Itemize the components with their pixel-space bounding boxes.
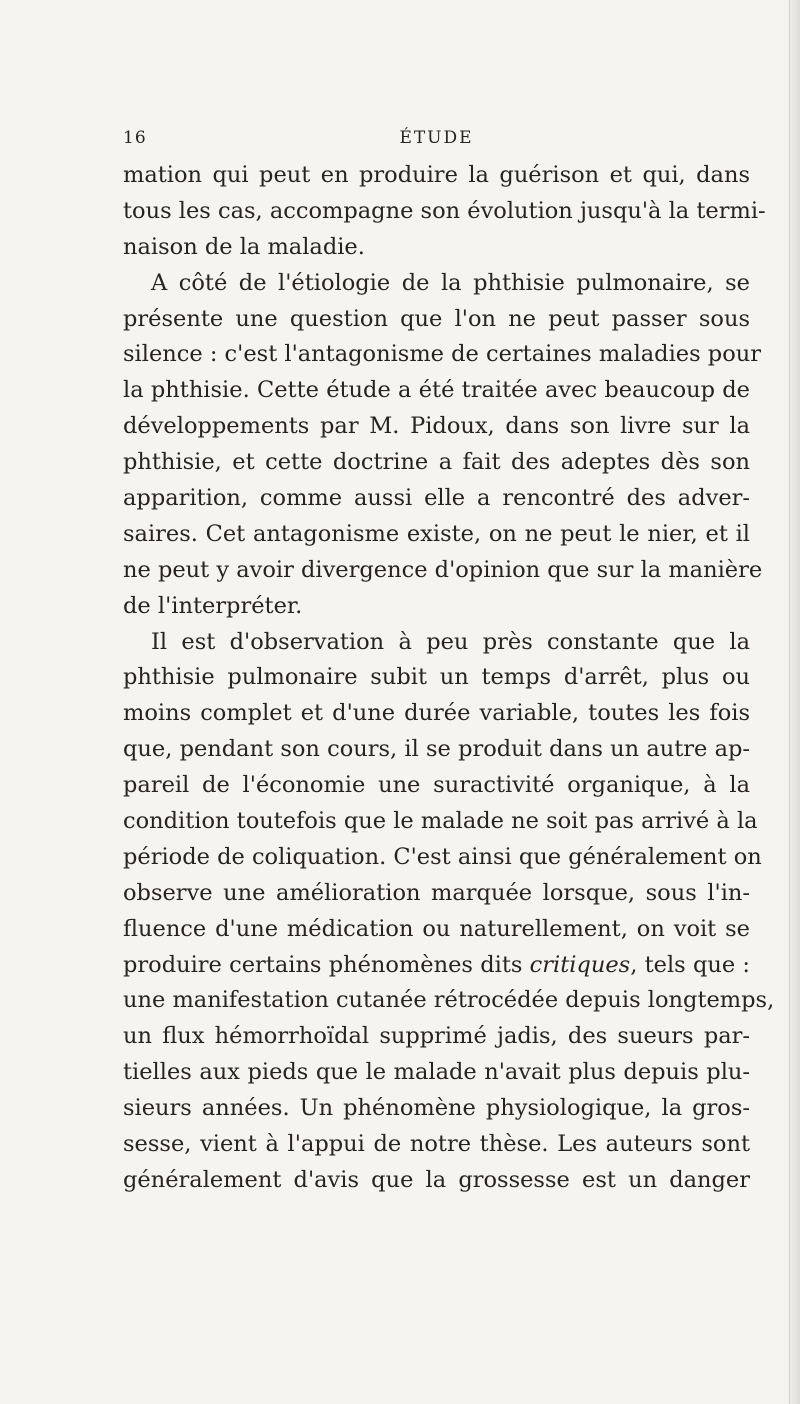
- text-line: A côté de l'étiologie de la phthisie pulmonaire, se: [151, 269, 750, 296]
- text-line: condition toutefois que le malade ne soit pas arrivé à la: [123, 808, 758, 835]
- italic-word: critiques: [529, 951, 631, 978]
- text-line: silence : c'est l'antagonisme de certaines maladies pour: [123, 341, 761, 368]
- text-line: un flux hémorrhoïdal supprimé jadis, des sueurs par-: [123, 1023, 750, 1050]
- text-line: pareil de l'économie une suractivité organique, à la: [123, 772, 750, 799]
- body-text: [123, 158, 775, 1199]
- text-line: que, pendant son cours, il se produit dans un autre ap-: [123, 736, 750, 763]
- text-line: de l'interpréter.: [123, 592, 303, 619]
- page-number: 16: [123, 128, 147, 148]
- running-title: ÉTUDE: [399, 128, 474, 148]
- text-line: Il est d'observation à peu près constante que la: [151, 628, 750, 655]
- text-line: saires. Cet antagonisme existe, on ne peut le nier, et il: [123, 520, 750, 547]
- text-line: la phthisie. Cette étude a été traitée avec beaucoup de: [123, 377, 750, 404]
- text-line: observe une amélioration marquée lorsque, sous l'in-: [123, 879, 750, 906]
- text-line: [123, 948, 750, 984]
- text-line: tous les cas, accompagne son évolution jusqu'à la termi-: [123, 197, 766, 224]
- text-line: fluence d'une médication ou naturellement, on voit se: [123, 915, 750, 942]
- text-line: tielles aux pieds que le malade n'avait plus depuis plu-: [123, 1059, 750, 1086]
- text-line: ne peut y avoir divergence d'opinion que sur la manière: [123, 556, 763, 583]
- page-header: [123, 128, 750, 152]
- text-line: phthisie, et cette doctrine a fait des adeptes dès son: [123, 449, 750, 476]
- text-line: sesse, vient à l'appui de notre thèse. Les auteurs sont: [123, 1131, 750, 1158]
- text-line: moins complet et d'une durée variable, toutes les fois: [123, 700, 750, 727]
- text-line: période de coliquation. C'est ainsi que généralement on: [123, 843, 762, 870]
- text-line: phthisie pulmonaire subit un temps d'arrêt, plus ou: [123, 664, 750, 691]
- text-line: développements par M. Pidoux, dans son livre sur la: [123, 413, 750, 440]
- page-edge-line: [789, 0, 790, 1404]
- text-line: présente une question que l'on ne peut passer sous: [123, 305, 750, 332]
- text-segment: , tels que :: [630, 951, 751, 978]
- text-line: mation qui peut en produire la guérison et qui, dans: [123, 162, 750, 188]
- text-segment: produire certains phénomènes dits: [123, 951, 530, 978]
- text-line: une manifestation cutanée rétrocédée depuis longtemps,: [123, 987, 775, 1014]
- text-line: naison de la maladie.: [123, 233, 365, 260]
- text-line: généralement d'avis que la grossesse est un danger: [123, 1166, 750, 1193]
- text-line: sieurs années. Un phénomène physiologique, la gros-: [123, 1095, 750, 1122]
- text-line: apparition, comme aussi elle a rencontré des adver-: [123, 485, 750, 512]
